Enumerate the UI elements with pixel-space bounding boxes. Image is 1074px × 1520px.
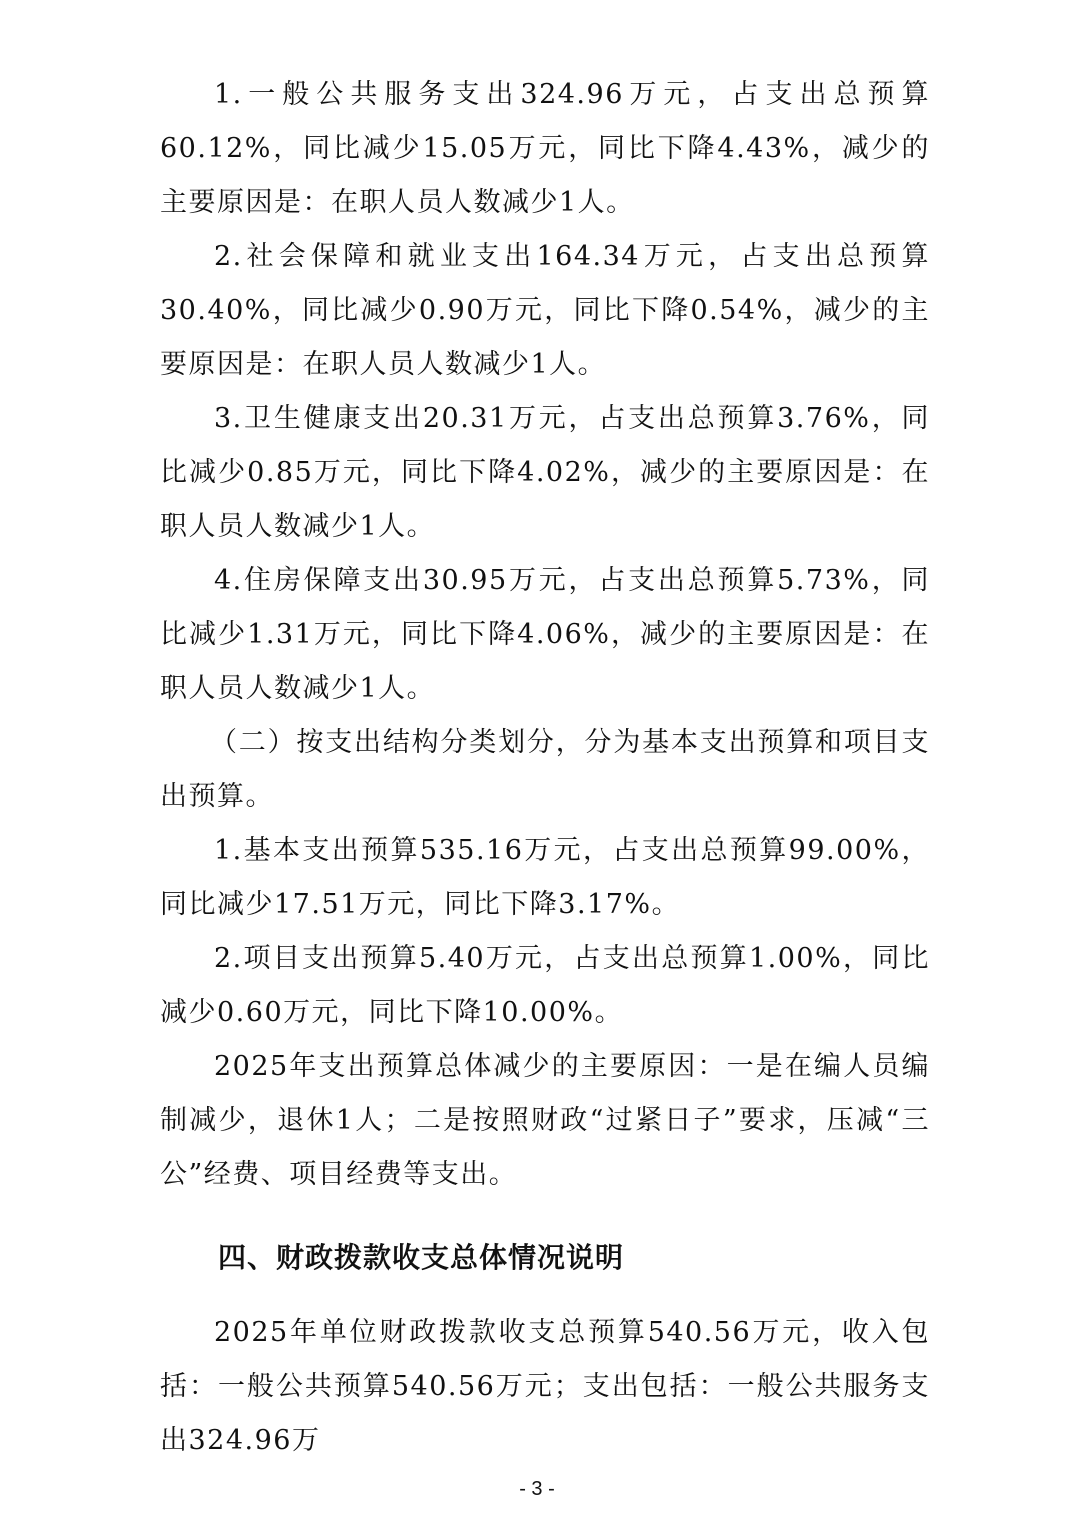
paragraph-fiscal-appropriation: 2025年单位财政拨款收支总预算540.56万元，收入包括：一般公共预算540.56万元；支出包括：一般公共服务支出324.96万 <box>160 1317 930 1456</box>
page-number: - 3 - <box>519 1478 555 1500</box>
paragraph-expenditure-structure: （二）按支出结构分类划分，分为基本支出预算和项目支出预算。 <box>160 727 930 812</box>
paragraph-housing: 4.住房保障支出30.95万元，占支出总预算5.73%，同比减少1.31万元，同比下降4.06%，减少的主要原因是：在职人员人数减少1人。 <box>160 565 930 704</box>
paragraph-social-security: 2.社会保障和就业支出164.34万元，占支出总预算30.40%，同比减少0.90万元，同比下降0.54%，减少的主要原因是：在职人员人数减少1人。 <box>160 241 930 380</box>
paragraph-decrease-reasons: 2025年支出预算总体减少的主要原因：一是在编人员编制减少，退休1人；二是按照财政“过紧日子”要求，压减“三公”经费、项目经费等支出。 <box>160 1051 930 1190</box>
section-heading: 四、财政拨款收支总体情况说明 <box>218 1241 625 1274</box>
paragraph-project-expenditure: 2.项目支出预算5.40万元，占支出总预算1.00%，同比减少0.60万元，同比下降10.00%。 <box>160 943 930 1028</box>
paragraph-basic-expenditure: 1.基本支出预算535.16万元，占支出总预算99.00%，同比减少17.51万元，同比下降3.17%。 <box>160 835 930 920</box>
paragraph-health: 3.卫生健康支出20.31万元，占支出总预算3.76%，同比减少0.85万元，同比下降4.02%，减少的主要原因是：在职人员人数减少1人。 <box>160 403 930 542</box>
paragraph-general-public-services: 1.一般公共服务支出324.96万元，占支出总预算60.12%，同比减少15.05万元，同比下降4.43%，减少的主要原因是：在职人员人数减少1人。 <box>160 79 930 218</box>
document-body <box>160 68 930 1468</box>
